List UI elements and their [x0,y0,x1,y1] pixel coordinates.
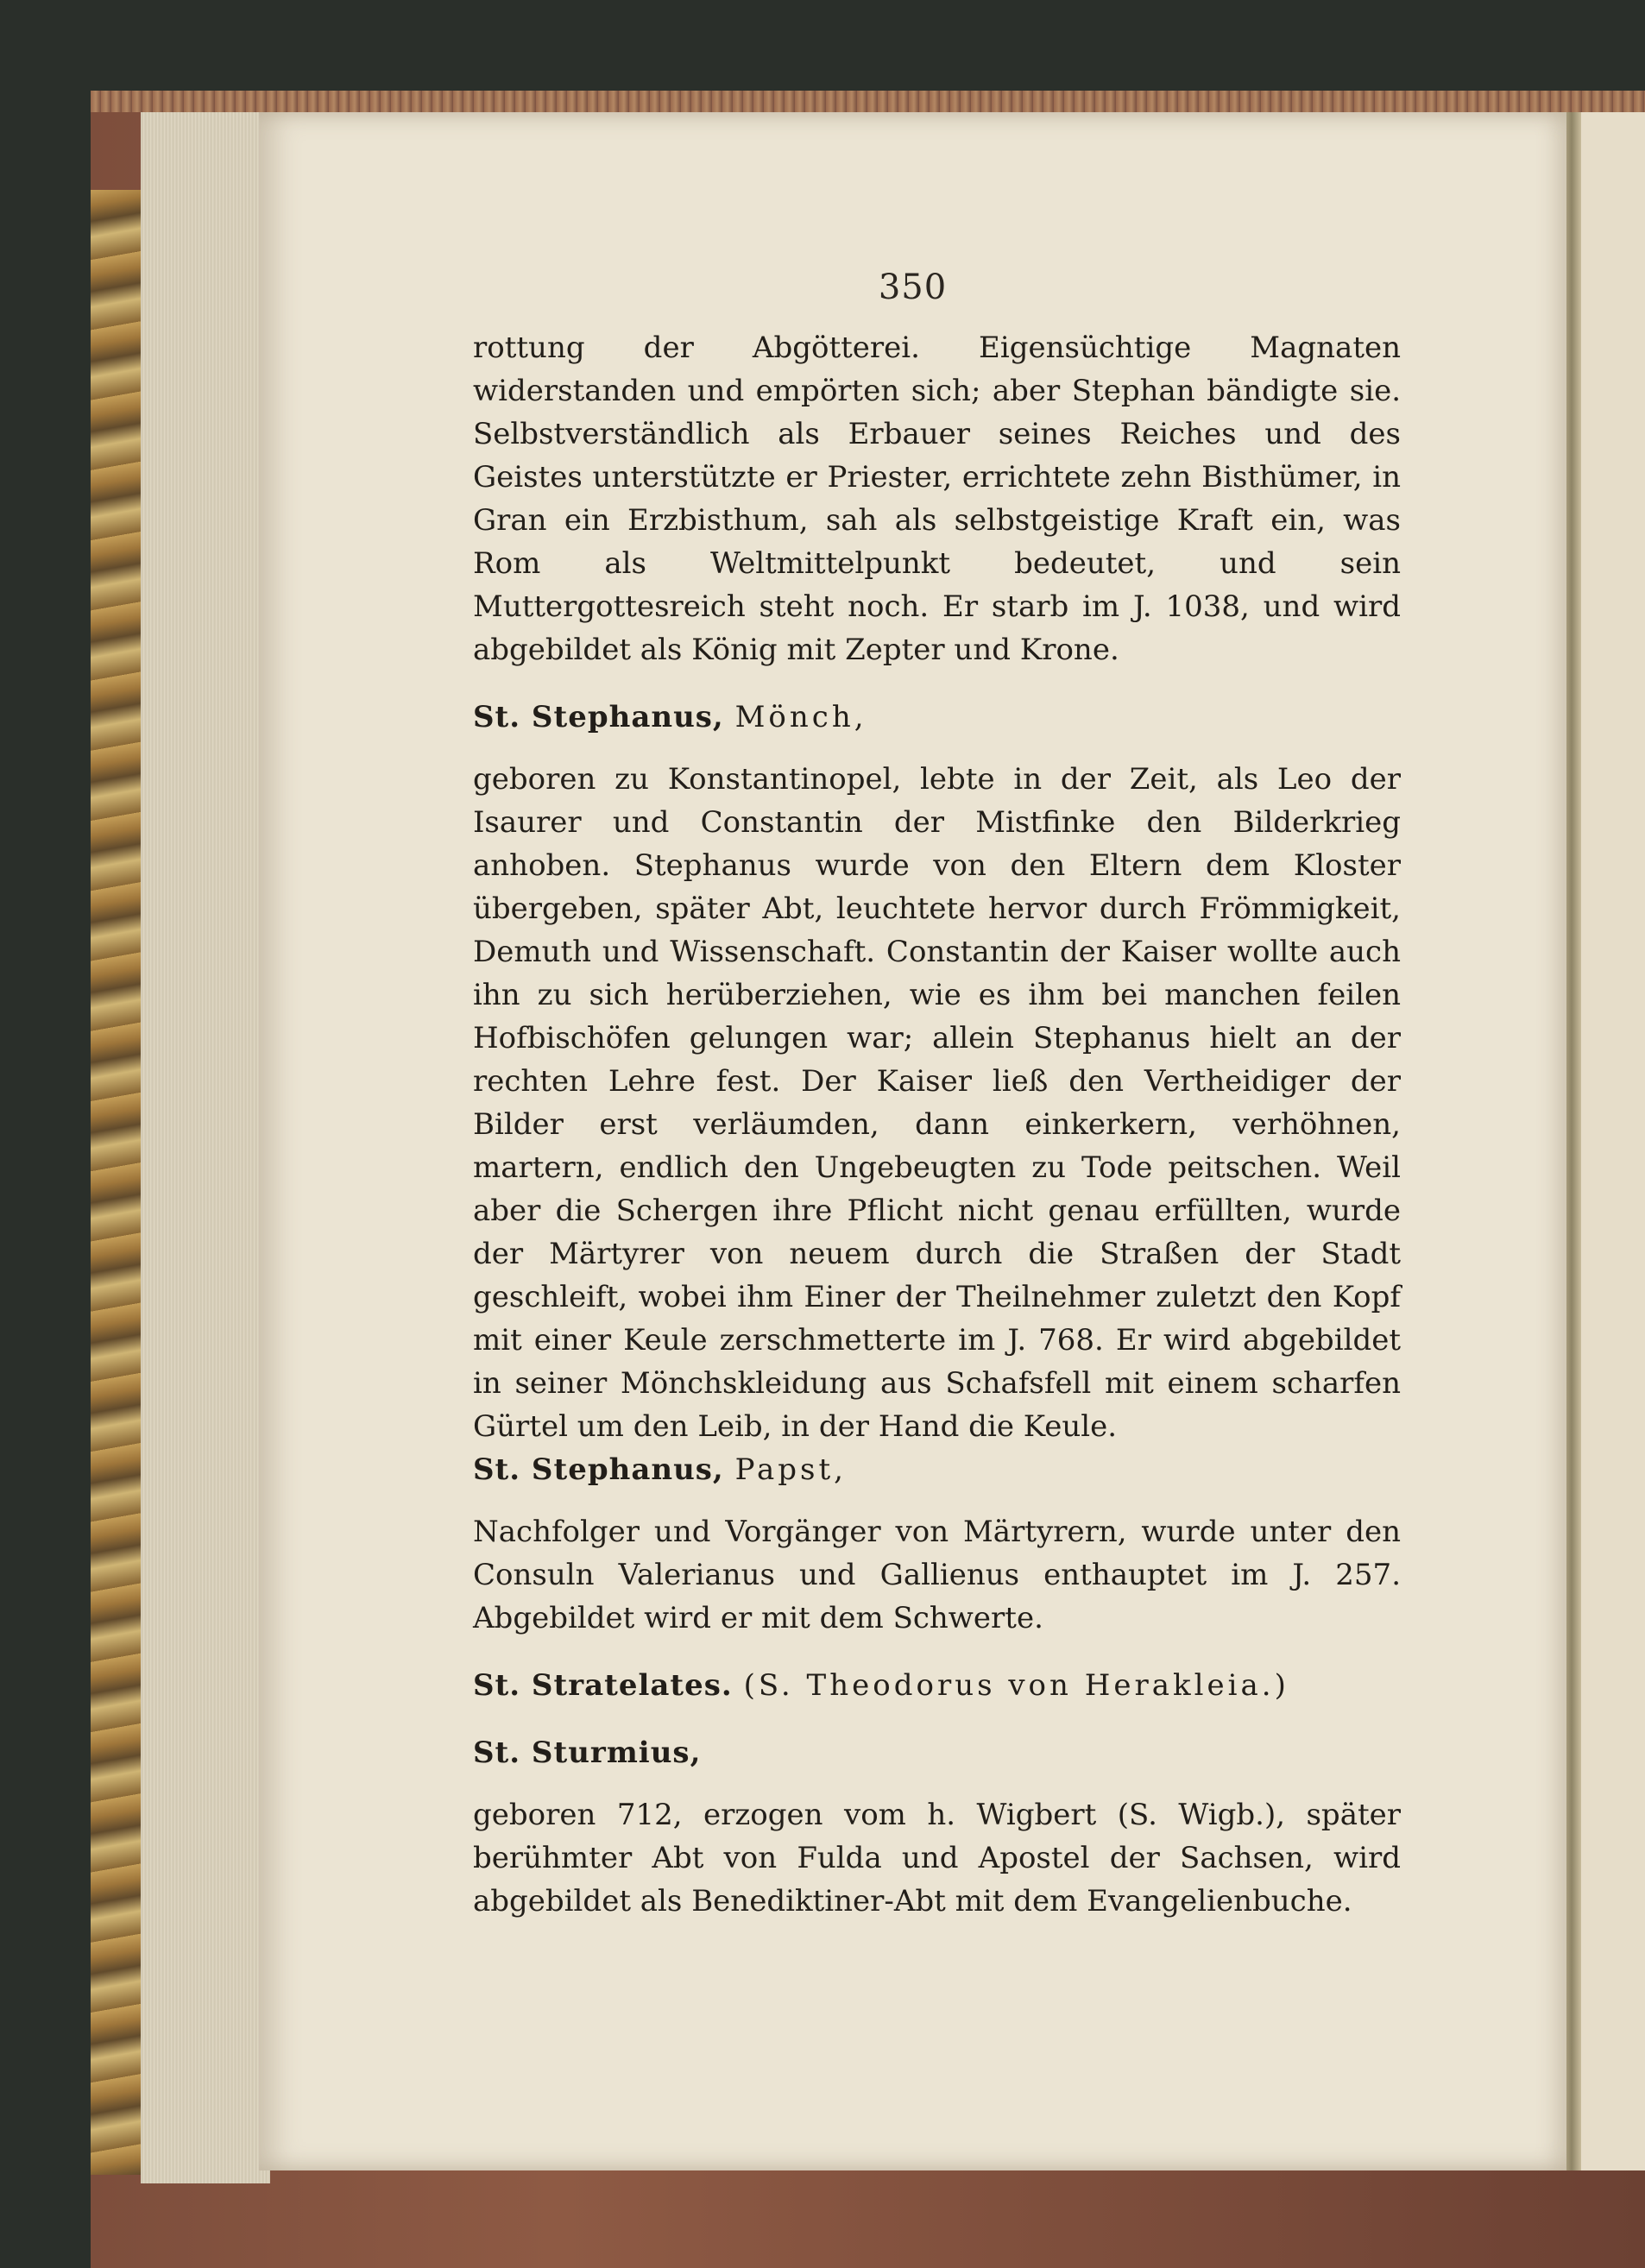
book-page [259,112,1566,2170]
cover-top-edge [91,91,1645,112]
heading-title: Papst, [734,1452,847,1487]
heading-name: St. Sturmius, [473,1736,702,1770]
marbled-page-edge [91,190,141,2175]
heading-name: St. Stratelates. [473,1668,733,1703]
heading-reference: (S. Theodorus von Herakleia.) [743,1668,1289,1703]
heading-title: Mönch, [734,700,867,734]
heading-stephanus-monk [473,696,1401,739]
paragraph-stephanus-monk: geboren zu Konstantinopel, lebte in der Zeit, als Leo der Isaurer und Constantin der Mistfinke den Bilderkrieg anhoben. Stephanus wurde von den Eltern dem Kloster übergeben, später Abt, leuchtete hervor durch Frömmigkeit, Demuth und Wissenschaft. Constantin der Kaiser wollte auch ihn zu sich herüberziehen, wie es ihm bei manchen feilen Hofbischöfen gelungen war; allein Stephanus hielt an der rechten Lehre fest. Der Kaiser ließ den Vertheidiger der Bilder erst verläumden, dann einkerkern, verhöhnen, martern, endlich den Ungebeugten zu Tode peitschen. Weil aber die Schergen ihre Pflicht nicht genau erfüllten, wurde der Märtyrer von neuem durch die Straßen der Stadt geschleift, wobei ihm Einer der Theilnehmer zuletzt den Kopf mit einer Keule zerschmetterte im J. 768. Er wird abgebildet in seiner Mönchskleidung aus Schafsfell mit einem scharfen Gürtel um den Leib, in der Hand die Keule. [473,762,1401,1444]
heading-name: St. Stephanus, [473,1452,724,1487]
page-stack-edges [141,112,270,2183]
heading-name: St. Stephanus, [473,700,724,734]
heading-stephanus-pope [473,1448,1401,1491]
paragraph-sturmius: geboren 712, erzogen vom h. Wigbert (S. Wigb.), später berühmter Abt von Fulda und Apostel der Sachsen, wird abgebildet als Benediktiner-Abt mit dem Evangelienbuche. [473,1798,1401,1918]
heading-sturmius [473,1731,1401,1774]
heading-stratelates [473,1664,1401,1707]
facing-page [1581,112,1645,2170]
page-text [473,326,1401,1923]
page-number: 350 [878,268,948,307]
paragraph-stephan-king-end: rottung der Abgötterei. Eigensüchtige Magnaten widerstanden und empörten sich; aber Stephan bändigte sie. Selbstverständlich als Erbauer seines Reiches und des Geistes unterstützte er Priester, errichtete zehn Bisthümer, in Gran ein Erzbisthum, sah als selbstgeistige Kraft ein, was Rom als Weltmittelpunkt bedeutet, und sein Muttergottesreich steht noch. Er starb im J. 1038, und wird abgebildet als König mit Zepter und Krone. [473,331,1401,667]
paragraph-stephanus-pope: Nachfolger und Vorgänger von Märtyrern, wurde unter den Consuln Valerianus und Gallienus enthauptet im J. 257. Abgebildet wird er mit dem Schwerte. [473,1515,1401,1635]
